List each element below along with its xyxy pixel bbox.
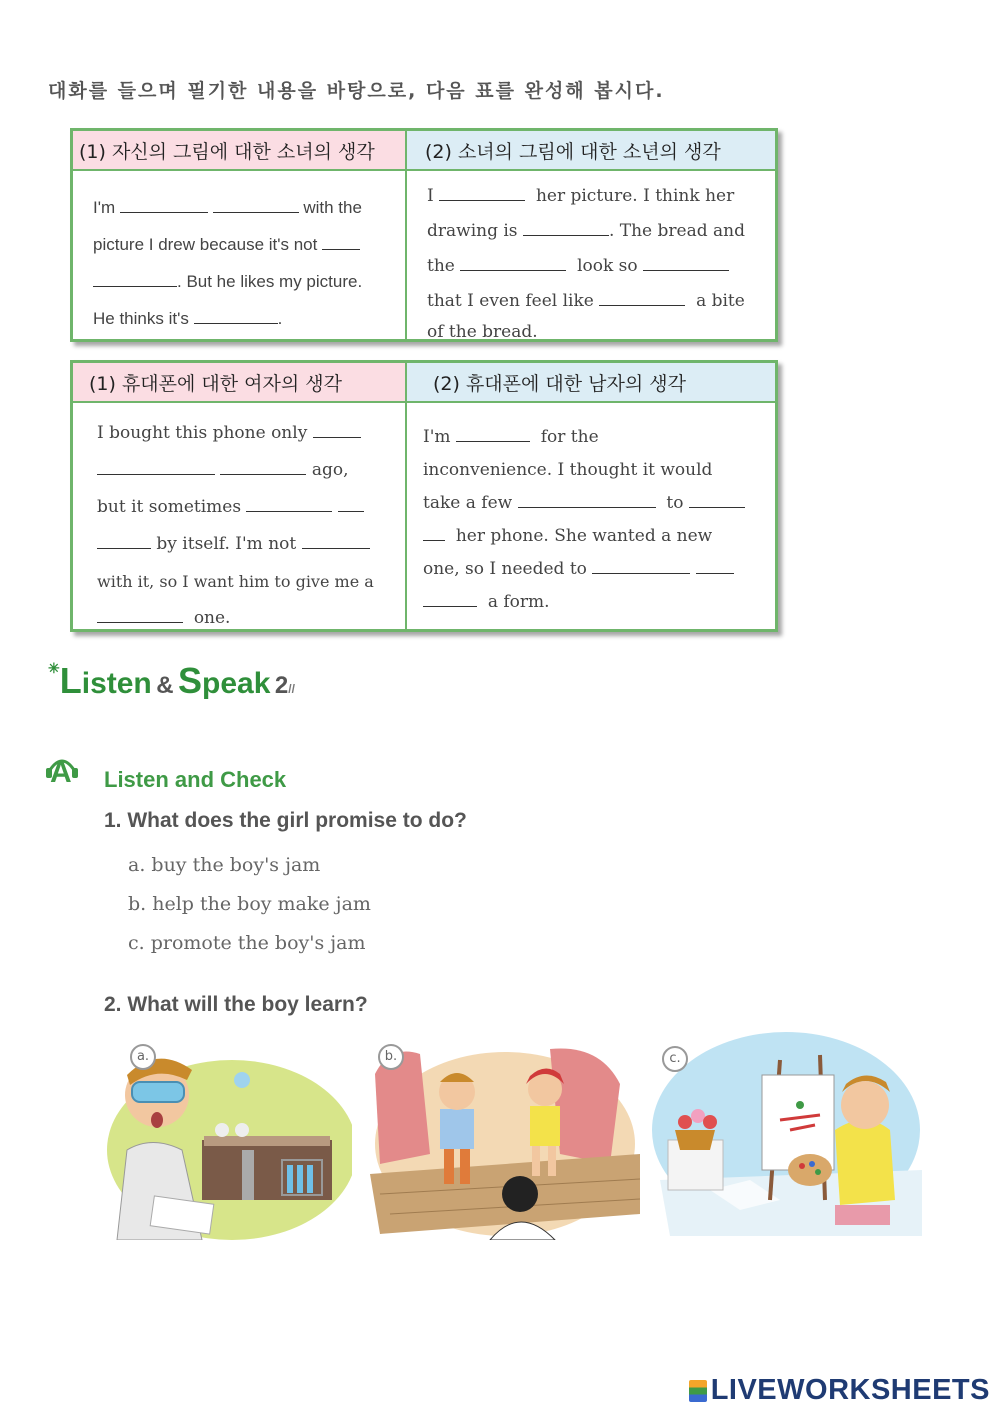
listen-and-check-heading: Listen and Check — [104, 767, 287, 792]
table2-right-body: I'm for the inconvenience. I thought it would take a few to her phone. She wanted a new one, so I needed to a form. — [423, 421, 763, 619]
q1-option-b[interactable]: b. help the boy make jam — [128, 893, 371, 915]
question-2: 2. What will the boy learn? — [104, 993, 368, 1016]
option-a-image-lab[interactable] — [92, 1040, 352, 1240]
logo-icon — [689, 1380, 707, 1402]
table1-right-body: I her picture. I think her drawing is . The bread and the look so that I even feel like a bite of the bread. — [427, 186, 745, 342]
table1-left-header: (1) 자신의 그림에 대한 소녀의 생각 — [73, 131, 405, 169]
q1-option-a[interactable]: a. buy the boy's jam — [128, 854, 321, 876]
option-b-image-stage[interactable] — [360, 1034, 640, 1240]
instruction-text: 대화를 들으며 필기한 내용을 바탕으로, 다음 표를 완성해 봅시다. — [48, 80, 665, 102]
section-title: ✳Listen & Speak 2// — [48, 660, 295, 701]
option-c-label: c. — [662, 1046, 688, 1072]
divider — [405, 131, 407, 339]
liveworksheets-logo: LIVEWORKSHEETS — [689, 1374, 990, 1407]
divider — [405, 363, 407, 629]
table2-left-header: (1) 휴대폰에 대한 여자의 생각 — [73, 363, 405, 401]
table1-left-body: I'm with the picture I drew because it's not . But he likes my picture. He thinks it's . — [93, 198, 363, 328]
option-a-label: a. — [130, 1044, 156, 1070]
divider — [73, 169, 775, 171]
divider — [73, 401, 775, 403]
notes-table-2 — [70, 360, 778, 632]
notes-table-1 — [70, 128, 778, 342]
table2-left-body: I bought this phone only ago, but it sometimes by itself. I'm not with it, so I want him to give me a one. — [97, 423, 374, 628]
option-c-image-painting[interactable] — [650, 1030, 922, 1236]
q1-option-c[interactable]: c. promote the boy's jam — [128, 932, 366, 954]
table2-right-header: (2) 휴대폰에 대한 남자의 생각 — [407, 363, 775, 401]
question-1: 1. What does the girl promise to do? — [104, 809, 467, 832]
option-b-label: b. — [378, 1044, 404, 1070]
a-label: A — [50, 756, 72, 789]
headphones-a-icon — [44, 752, 80, 798]
table1-right-header: (2) 소녀의 그림에 대한 소년의 생각 — [407, 131, 775, 169]
